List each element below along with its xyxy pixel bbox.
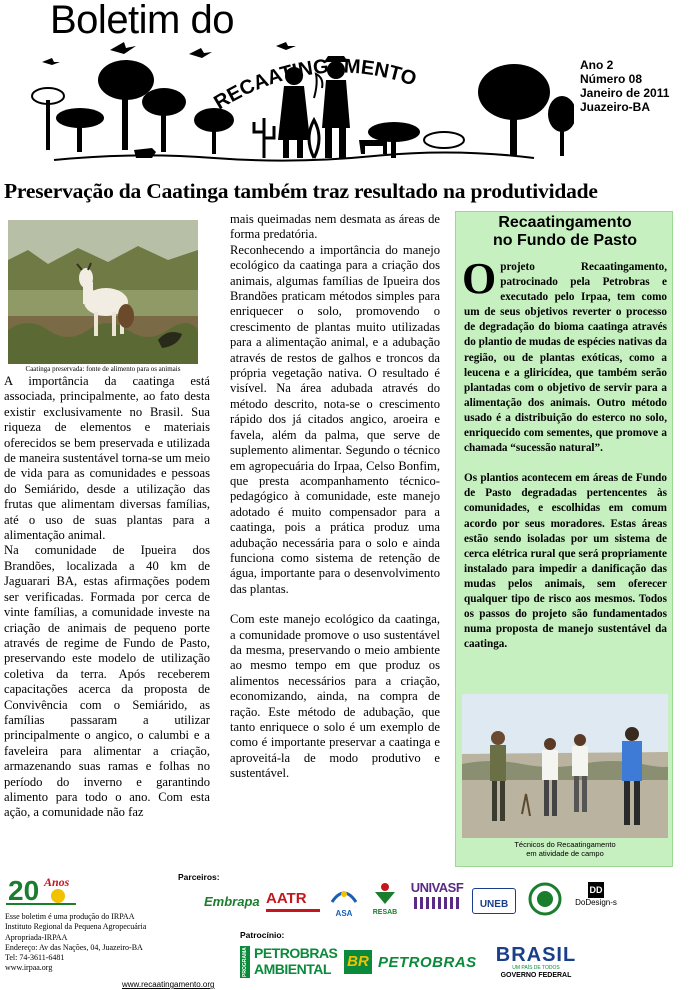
goat-photo xyxy=(8,220,198,364)
petrobras-text: PETROBRAS xyxy=(378,954,477,971)
brasil-wordmark: BRASIL xyxy=(495,944,577,966)
asa-logo-text: ASA xyxy=(335,909,353,918)
dodesigns-logo-text: DoDesign-s xyxy=(575,898,617,907)
irpaa-info-line-3: Apropriada-IRPAA xyxy=(5,932,68,942)
sidebar-paragraph-1 xyxy=(462,254,667,456)
irpaa-info xyxy=(5,912,195,974)
brasil-governo-logo xyxy=(494,944,578,984)
parceiros-label: Parceiros: xyxy=(178,872,220,882)
univasf-logo xyxy=(410,880,464,918)
irpaa-info-line-5: Tel: 74-3611-6481 xyxy=(5,953,65,963)
irpaa-info-line-2: Instituto Regional da Pequena Agropecuária xyxy=(5,922,147,932)
irpaa-info-line-4: Endereço: Av das Nações, 04, Juazeiro-BA xyxy=(5,942,143,952)
field-team-photo xyxy=(462,694,668,838)
uneb-logo xyxy=(472,888,516,914)
logo-anos-text: Anos xyxy=(44,875,70,889)
sidebar-title xyxy=(456,214,674,250)
sidebar-paragraph-2: Os plantios acontecem em áreas de Fundo de Pasto degradadas pertencentes às comunidades, e escolhidas em comum acordo por seus moradores. Estas áreas estão sendo isoladas por um sistema de cerca elétrica rural que será propriamente instalado para impedir a danificação das mudas pelos animais, sem oferecer qualquer tipo de risco aos mesmos. Todos os passos do projeto são fundamentados numa proposta de manejo sustentável da caatinga. xyxy=(464,472,667,651)
edition-year: Ano 2 xyxy=(580,58,614,72)
col2-paragraph-1: mais queimadas nem desmata as áreas de forma predatória. xyxy=(230,212,440,242)
sidebar-paragraph-1-text: projeto Recaatingamento, patrocinado pela Petrobras e executado pelo Irpaa, tem como um de seus objetivos reverter o processo de degradação do bioma caatinga através do plantio de mudas de espécies nativas da região, ou de plantas exóticas, como a leucena e a gliricídea, que também serão plantadas com o objetivo de servir para a alimentação dos animais. Outro método usado é a distribuição do esterco no solo, enriquecido com sementes, que promove a chamada “sucessão natural”. xyxy=(464,261,667,455)
masthead-title: Boletim do xyxy=(50,0,234,42)
resab-logo xyxy=(368,882,402,916)
sidebar-box xyxy=(455,211,673,867)
col1-paragraph-1: A importância da caatinga está associada, principalmente, ao fato desta existir exclusivamente no Brasil. Sua riqueza de elementos e materiais oferecidos se bem preservada e utilizada de maneira sustentável torna-se um meio de vida para as comunidades e pessoas do Semiárido, desde a utilização das frutas que alimentam diversas famílias, até o uso de suas plantas para a alimentação animal. xyxy=(4,374,210,543)
programa-label: PROGRAMA xyxy=(242,947,248,977)
field-team-caption-line-1: Técnicos do Recaatingamento xyxy=(514,840,616,849)
aatr-logo xyxy=(266,890,320,912)
petrobras-ambiental-text-2: AMBIENTAL xyxy=(254,961,331,977)
sidebar-title-line-1: Recaatingamento xyxy=(498,214,632,231)
sidebar-body xyxy=(462,254,667,652)
petrobras-ambiental-logo xyxy=(240,942,338,978)
patrocinio-label: Patrocínio: xyxy=(240,930,285,940)
field-team-caption xyxy=(456,840,674,858)
dodesigns-logo xyxy=(574,880,618,920)
uneb-logo-text: UNEB xyxy=(479,899,509,910)
edition-number: Número 08 xyxy=(580,72,643,86)
resab-person-icon xyxy=(373,882,397,904)
irpaa-info-line-6: www.irpaa.org xyxy=(5,963,53,973)
sidebar-title-line-2: no Fundo de Pasto xyxy=(493,232,637,249)
col2-paragraph-3: Com este manejo ecológico da caatinga, a comunidade promove o uso sustentável da mesma, preservando o meio ambiente ao mesmo tempo em que produz os alimentos necessários para a criação, economizando, ainda, na compra de ração. Este método de adubação, que tanto enriquece o solo é um exemplo de como é importante preservar a caatinga e aproveitá-la de modo produtivo e sustentável. xyxy=(230,612,440,781)
edition-city: Juazeiro-BA xyxy=(580,100,651,114)
page-headline: Preservação da Caatinga também traz resultado na produtividade xyxy=(4,179,598,203)
governo-federal-text: GOVERNO FEDERAL xyxy=(500,972,572,979)
column-1 xyxy=(4,374,210,821)
irpaa-20-anos-logo xyxy=(6,872,76,906)
goat-photo-caption: Caatinga preservada: fonte de alimento para os animais xyxy=(25,365,181,373)
edition-info xyxy=(580,58,669,114)
dodesigns-mark-icon: DD xyxy=(588,882,604,898)
edition-date: Janeiro de 2011 xyxy=(580,86,670,100)
asa-logo xyxy=(330,886,358,916)
site-link[interactable]: www.recaatingamento.org xyxy=(122,980,215,989)
col1-paragraph-2: Na comunidade de Ipueira dos Brandões, localizada a 40 km de Jaguarari BA, estas afirmações podem ser verificadas. Formada por cerca de vinte famílias, a comunidade investe na criação de animais de pequeno porte através de regime de Fundo de Pasto, preservando este modelo de utilização coletiva da terra. Após receberem capacitações acerca da proposta de Convivência com o Semiárido, as famílias passaram a utilizar principalmente o angico, o calumbi e a faveleira para alimentar a criação, armazenando suas ramas e folhas no período do inverno e garantindo alimento para todo o ano. Com esta ação, a comunidade não faz xyxy=(4,543,210,820)
br-petrobras-logo xyxy=(344,950,484,976)
masthead xyxy=(0,0,699,172)
univasf-logo-text: UNIVASF xyxy=(410,880,464,895)
masthead-arc-title: RECAATINGAMENTO xyxy=(210,55,420,115)
br-mark: BR xyxy=(344,950,372,974)
logo-20-number: 20 xyxy=(8,875,40,906)
resab-logo-text: RESAB xyxy=(372,909,398,916)
univasf-bars-icon xyxy=(412,895,462,909)
embrapa-logo: Embrapa xyxy=(204,894,260,909)
col2-paragraph-2: Reconhecendo a importância do manejo ecológico da caatinga para a criação dos animais, algumas famílias de Ipueira dos Brandões praticam métodos simples para enriquecer o solo, promovendo o crescimento de plantas muito utilizadas para a alimentação animal, e a adubação através de restos de galhos e troncos da própria vegetação nativa. O resultado é visível. Na área adubada através do método descrito, nota-se o crescimento rápido dos já citados angico, aroeira e favela, além da palma, que serve de suplemento alimentar. Segundo o técnico em agropecuária do Irpaa, Celso Bonfim, que presta acompanhamento técnico-pedagógico à comunidade, este manejo adotado é muito compensador para a caatinga, pois a prática produz uma adubação necessária para o solo e ainda funciona como sistema de retenção de água, importante para o desenvolvimento das plantas. xyxy=(230,242,440,596)
irpaa-info-line-1: Esse boletim é uma produção do IRPAA xyxy=(5,912,135,921)
field-team-caption-line-2: em atividade de campo xyxy=(526,849,604,858)
asa-mark-icon xyxy=(330,886,358,904)
brasil-tagline: UM PAÍS DE TODOS xyxy=(512,965,560,971)
dropcap: O xyxy=(462,254,497,303)
partner-seal-icon xyxy=(528,882,562,916)
column-2 xyxy=(230,212,440,782)
petrobras-ambiental-text-1: PETROBRAS xyxy=(254,945,338,961)
masthead-illustration xyxy=(14,40,574,172)
aatr-logo-text: AATR xyxy=(266,890,307,907)
